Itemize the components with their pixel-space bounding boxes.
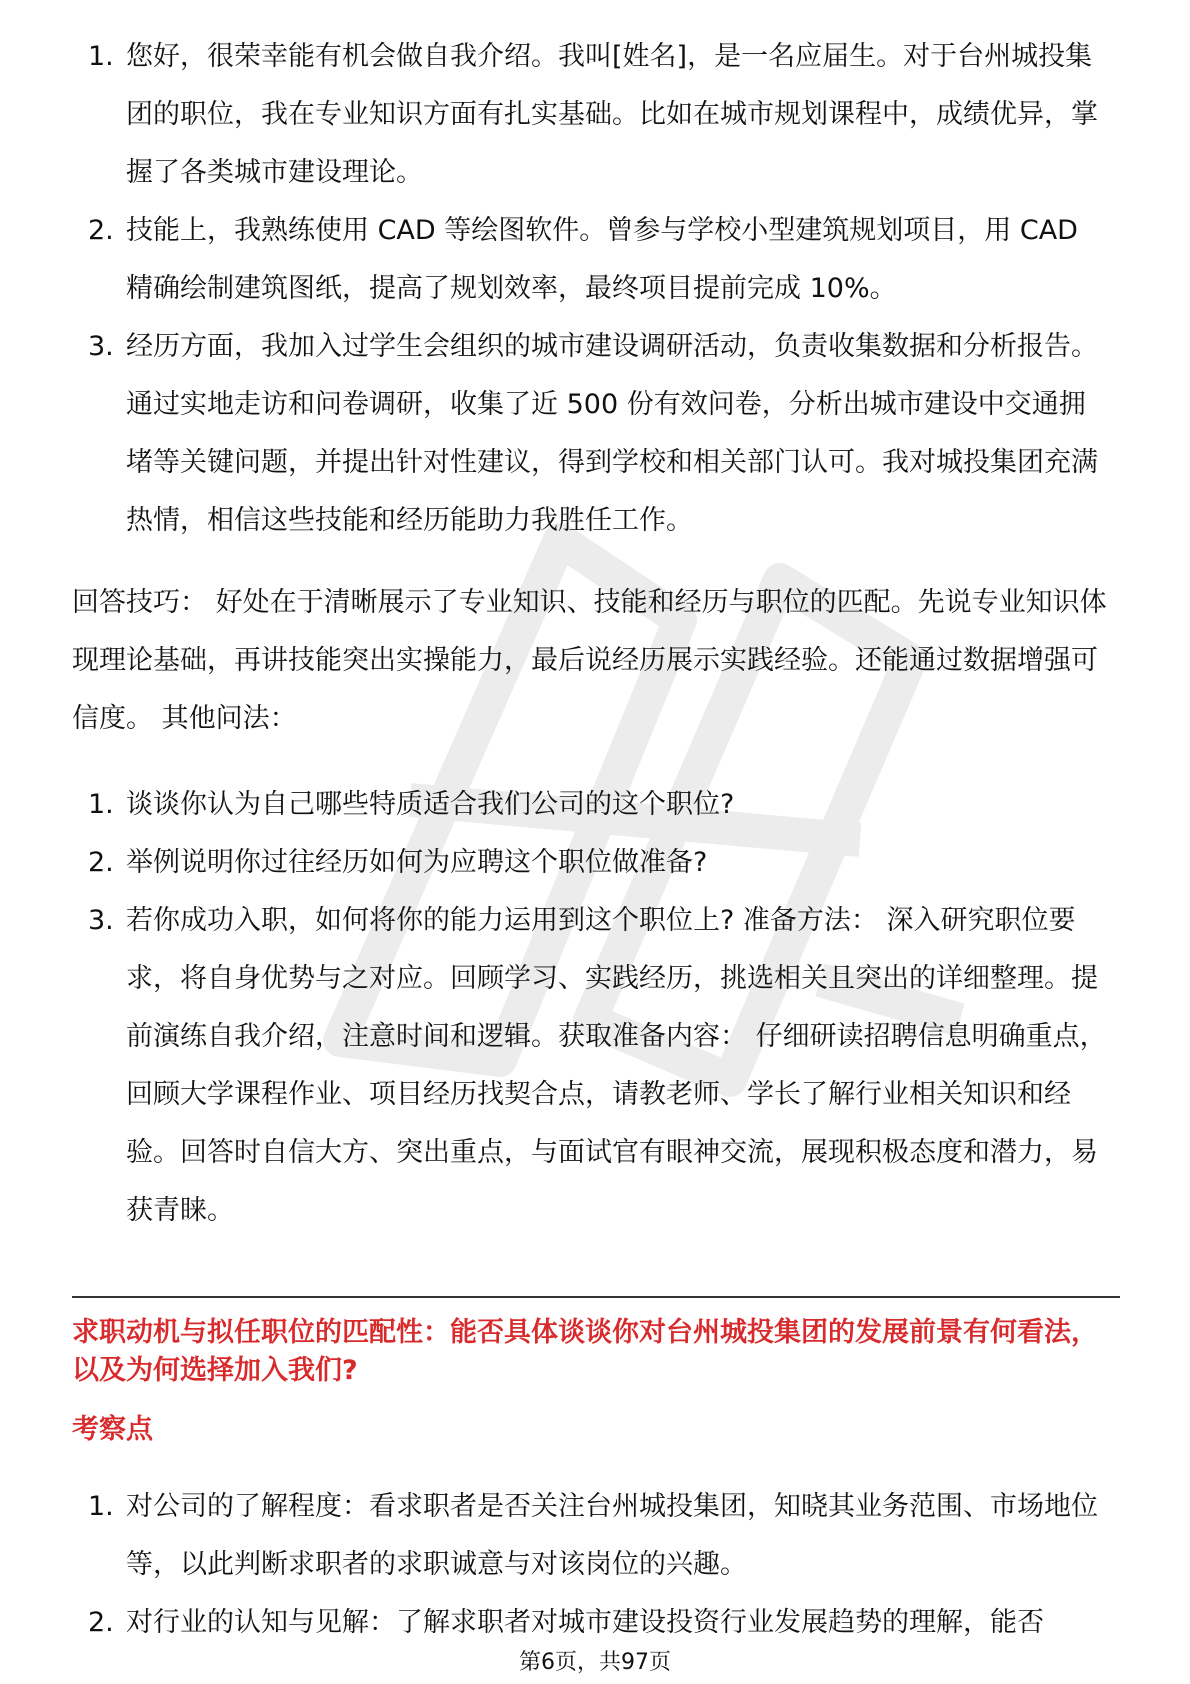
section-divider [72,1296,1120,1298]
list-item [72,834,1112,892]
page-top-cutoff [0,0,1190,30]
list-number: 1. [88,41,114,72]
list-number: 2. [88,847,114,878]
list-item [72,776,1112,834]
list-item [72,318,1112,550]
list-number: 3. [88,905,114,936]
list-item [72,1478,1112,1594]
answer-tips-paragraph: 回答技巧： 好处在于清晰展示了专业知识、技能和经历与职位的匹配。先说专业知识体现理论基础，再讲技能突出实操能力，最后说经历展示实践经验。还能通过数据增强可信度。 其他问法： [72,587,1107,734]
list-item [72,202,1112,318]
list-item [72,1594,1112,1652]
list-item [72,892,1112,1240]
section-title: 求职动机与拟任职位的匹配性：能否具体谈谈你对台州城投集团的发展前景有何看法，以及为何选择加入我们? [72,1317,1098,1386]
list-item-text: 您好，很荣幸能有机会做自我介绍。我叫[姓名]，是一名应届生。对于台州城投集团的职位，我在专业知识方面有扎实基础。比如在城市规划课程中，成绩优异，掌握了各类城市建设理论。 [126,41,1098,188]
list-item-text: 谈谈你认为自己哪些特质适合我们公司的这个职位? [126,789,735,820]
intro-answer-list [72,28,1112,550]
list-number: 3. [88,331,114,362]
subheading: 考察点 [72,1414,153,1445]
list-item-text: 对行业的认知与见解：了解求职者对城市建设投资行业发展趋势的理解，能否 [126,1607,1044,1638]
list-number: 2. [88,1607,114,1638]
list-number: 1. [88,1491,114,1522]
list-number: 2. [88,215,114,246]
list-item-text: 经历方面，我加入过学生会组织的城市建设调研活动，负责收集数据和分析报告。通过实地走访和问卷调研，收集了近 500 份有效问卷，分析出城市建设中交通拥堵等关键问题，并提出针对性建议，得到学校和相关部门认可。我对城投集团充满热情，相信这些技能和经历能助力我胜任工作。 [126,331,1098,536]
list-item-text: 技能上，我熟练使用 CAD 等绘图软件。曾参与学校小型建筑规划项目，用 CAD 精确绘制建筑图纸，提高了规划效率，最终项目提前完成 10%。 [126,215,1078,304]
list-item-text: 若你成功入职，如何将你的能力运用到这个职位上? 准备方法： 深入研究职位要求，将自身优势与之对应。回顾学习、实践经历，挑选相关且突出的详细整理。提前演练自我介绍，注意时间和逻辑。获取准备内容： 仔细研读招聘信息明确重点，回顾大学课程作业、项目经历找契合点，请教老师、学长了解行业相关知识和经验。回答时自信大方、突出重点，与面试官有眼神交流，展现积极态度和潜力，易获青睐。 [126,905,1107,1226]
page-footer: 第6页，共97页 [519,1650,671,1675]
list-item [72,28,1112,202]
other-questions-list [72,776,1112,1240]
assessment-points-list [72,1478,1112,1652]
list-item-text: 对公司的了解程度：看求职者是否关注台州城投集团，知晓其业务范围、市场地位等，以此判断求职者的求职诚意与对该岗位的兴趣。 [126,1491,1098,1580]
list-number: 1. [88,789,114,820]
list-item-text: 举例说明你过往经历如何为应聘这个职位做准备? [126,847,708,878]
